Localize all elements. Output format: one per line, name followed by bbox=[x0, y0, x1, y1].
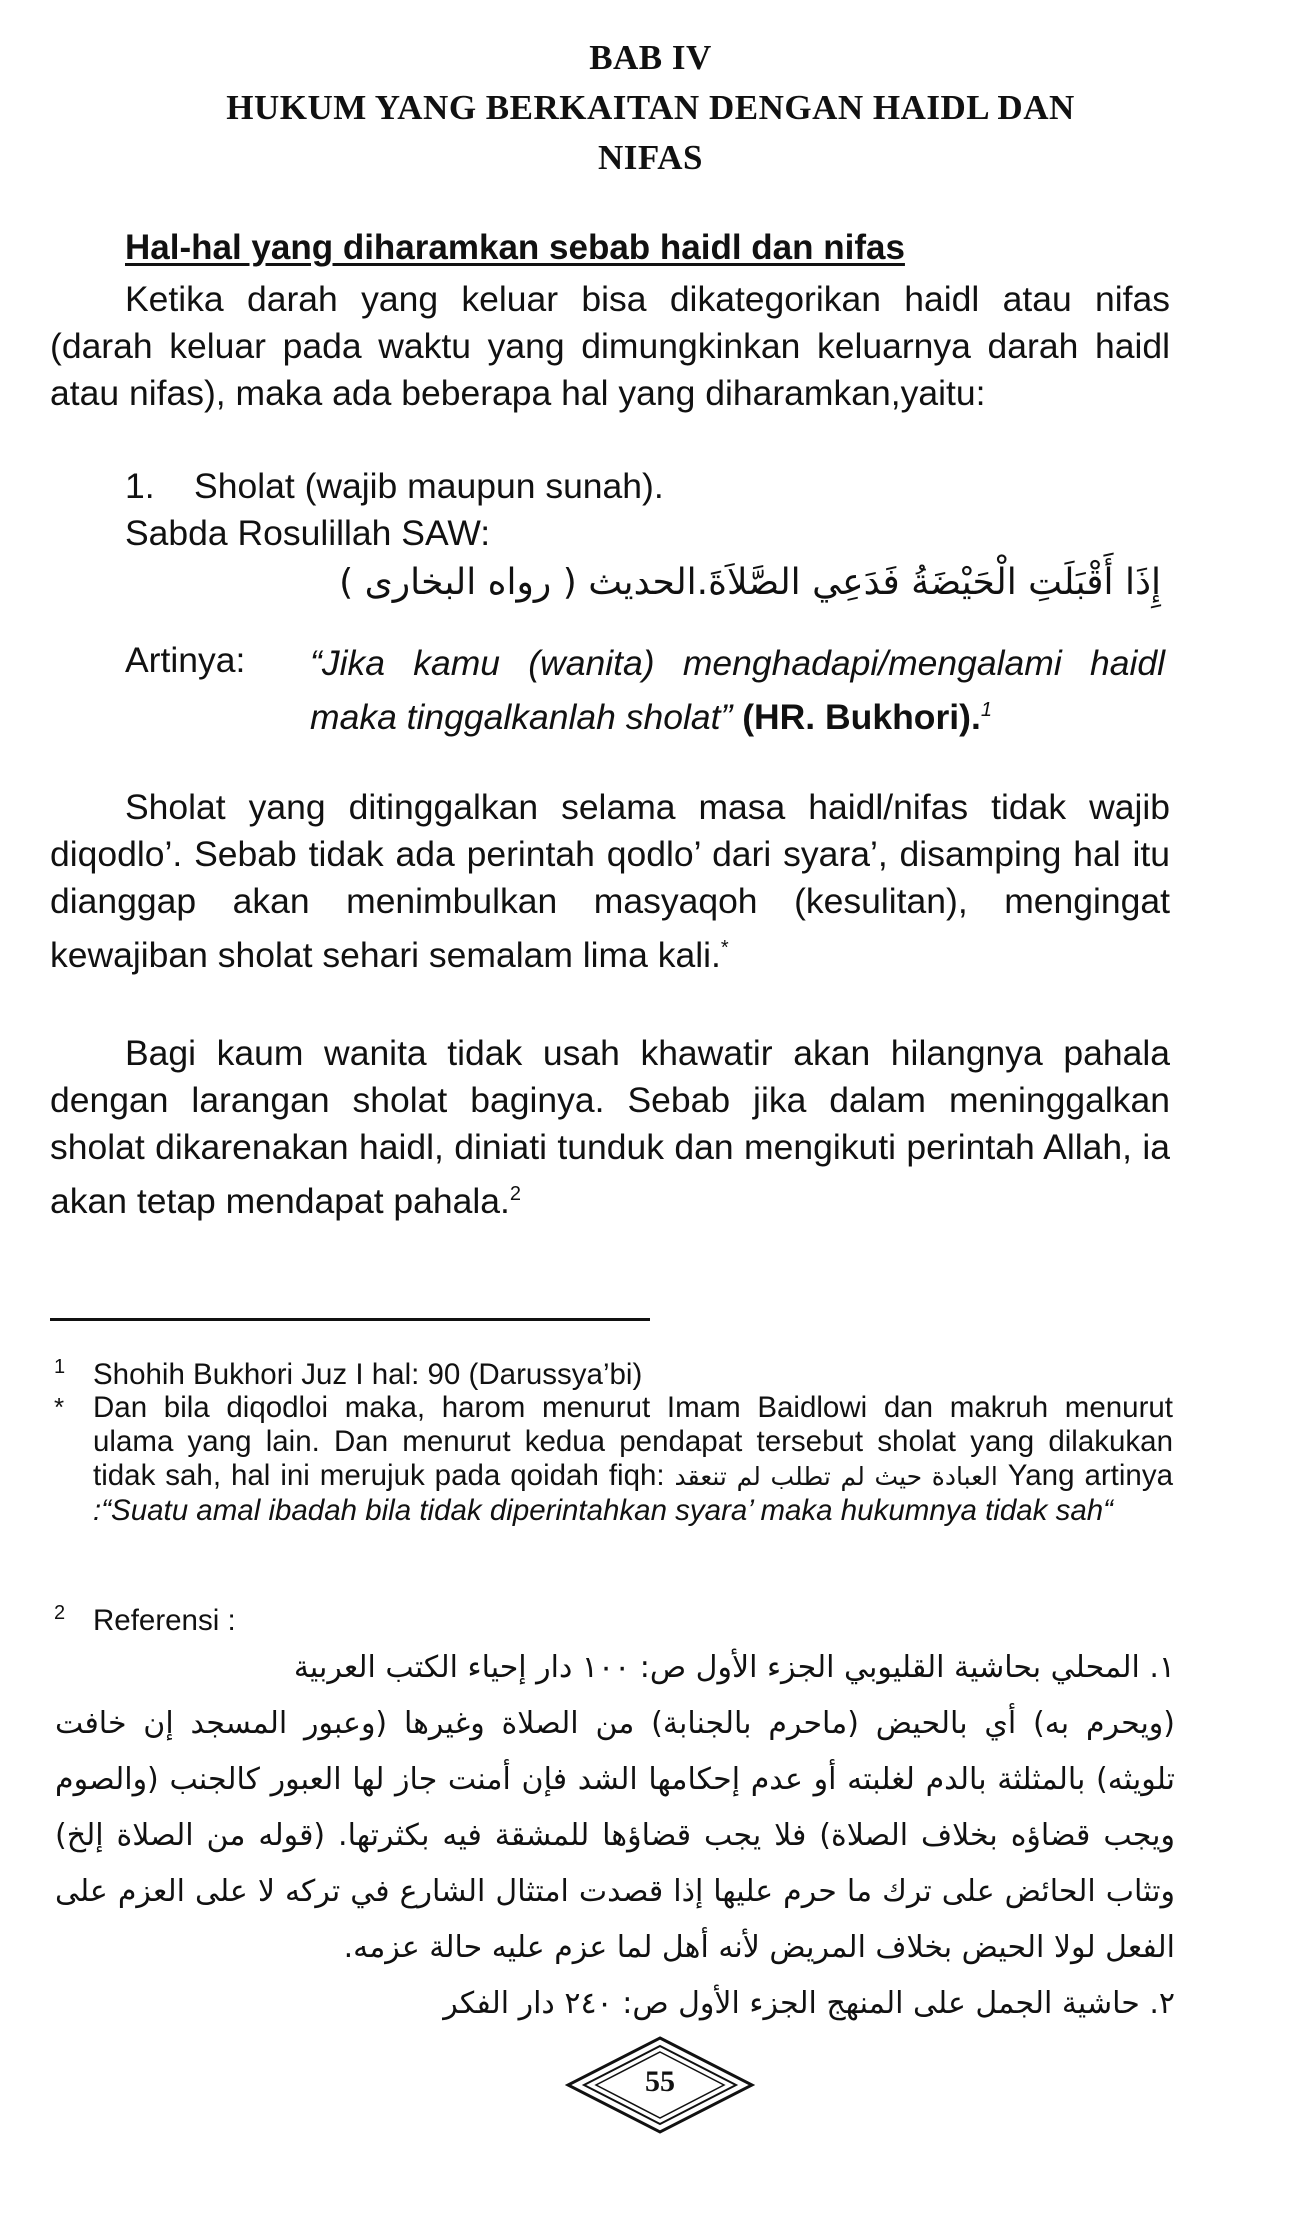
chapter-title-line2: NIFAS bbox=[598, 138, 703, 177]
translation-quote: “Jika kamu (wanita) menghadapi/mengalami haidl maka tinggalkanlah sholat” bbox=[310, 643, 1165, 737]
footnote-2: Referensi : bbox=[93, 1604, 236, 1637]
artinya-label: Artinya: bbox=[125, 640, 246, 680]
footnote-mark-star: * bbox=[54, 1392, 65, 1422]
paragraph-qodlo bbox=[50, 784, 1170, 979]
reference-1-body: (ويحرم به) أي بالحيض (ماحرم بالجنابة) من الصلاة وغيرها (وعبور المسجد إن خافت تلويثه) بالمثلثة بالدم لغلبته أو عدم إحكامها الشد فإن أمنت جاز لها العبور كالجنب (والصوم ويجب قضاؤه بخلاف الصلاة) فلا يجب قضاؤها للمشقة فيه بكثرتها. (قوله من الصلاة إلخ) وتثاب الحائض على ترك ما حرم عليها إذا قصدت امتثال الشارع في تركه لا على العزم على الفعل لولا الحيض بخلاف المريض لأنه أهل لما عزم عليه حالة عزمه. bbox=[55, 1706, 1175, 1965]
footnote-divider bbox=[50, 1318, 650, 1321]
intro-paragraph: Ketika darah yang keluar bisa dikategorikan haidl atau nifas (darah keluar pada waktu yang dimungkinkan keluarnya darah haidl atau nifas), maka ada beberapa hal yang diharamkan,yaitu: bbox=[50, 279, 1170, 413]
page-number: 55 bbox=[645, 2065, 675, 2098]
footnote-1: Shohih Bukhori Juz I hal: 90 (Darussya’bi) bbox=[93, 1358, 643, 1391]
reference-1-heading: ١. المحلي بحاشية القليوبي الجزء الأول ص: ١٠٠ دار إحياء الكتب العربية bbox=[293, 1650, 1175, 1685]
footnote-mark-1: 1 bbox=[54, 1356, 66, 1378]
footnote-ref-1[interactable]: 1 bbox=[980, 699, 992, 721]
chapter-heading: BAB IV bbox=[589, 38, 712, 77]
paragraph-pahala bbox=[50, 1030, 1170, 1225]
qoidah-arabic: العبادة حيث لم تطلب لم تنعقد bbox=[674, 1462, 998, 1491]
artinya-translation bbox=[310, 640, 1165, 741]
footnote-mark-2: 2 bbox=[54, 1602, 66, 1624]
reference-2-heading: ٢. حاشية الجمل على المنهج الجزء الأول ص: ٢٤٠ دار الفكر bbox=[443, 1986, 1175, 2021]
paragraph-qodlo-text: Sholat yang ditinggalkan selama masa haidl/nifas tidak wajib diqodlo’. Sebab tidak ada perintah qodlo’ dari syara’, disamping hal itu dianggap akan menimbulkan masyaqoh (kesulitan), mengingat kewajiban sholat sehari semalam lima kali. bbox=[50, 787, 1170, 975]
footnote-ref-star[interactable]: * bbox=[720, 937, 729, 959]
footnote-ref-2[interactable]: 2 bbox=[509, 1183, 522, 1205]
hadith-arabic: إِذَا أَقْبَلَتِ الْحَيْضَةُ فَدَعِي الصَّلاَةَ.الحديث ( رواه البخارى ) bbox=[339, 562, 1161, 603]
list-item-sholat: 1. Sholat (wajib maupun sunah). bbox=[125, 466, 664, 506]
footnote-star bbox=[93, 1391, 1173, 1528]
sabda-label: Sabda Rosulillah SAW: bbox=[125, 513, 491, 553]
section-subtitle: Hal-hal yang diharamkan sebab haidl dan nifas bbox=[125, 228, 905, 267]
footnote-star-artinya: Yang artinya bbox=[1007, 1459, 1173, 1492]
footnote-star-translation: :“Suatu amal ibadah bila tidak diperintahkan syara’ maka hukumnya tidak sah“ bbox=[93, 1494, 1113, 1527]
hadith-source: (HR. Bukhori). bbox=[742, 696, 981, 737]
chapter-title-line1: HUKUM YANG BERKAITAN DENGAN HAIDL DAN bbox=[226, 88, 1075, 127]
footnote-star-text: Dan bila diqodloi maka, harom menurut Imam Baidlowi dan makruh menurut ulama yang lain. Dan menurut kedua pendapat tersebut sholat yang dilakukan tidak sah, hal ini merujuk pada qoidah fiqh: bbox=[93, 1391, 1173, 1492]
paragraph-pahala-text: Bagi kaum wanita tidak usah khawatir akan hilangnya pahala dengan larangan sholat baginya. Sebab jika dalam meninggalkan sholat dikarenakan haidl, diniati tunduk dan mengikuti perintah Allah, ia akan tetap mendapat pahala. bbox=[50, 1033, 1170, 1221]
page-number-ornament bbox=[565, 2035, 755, 2135]
